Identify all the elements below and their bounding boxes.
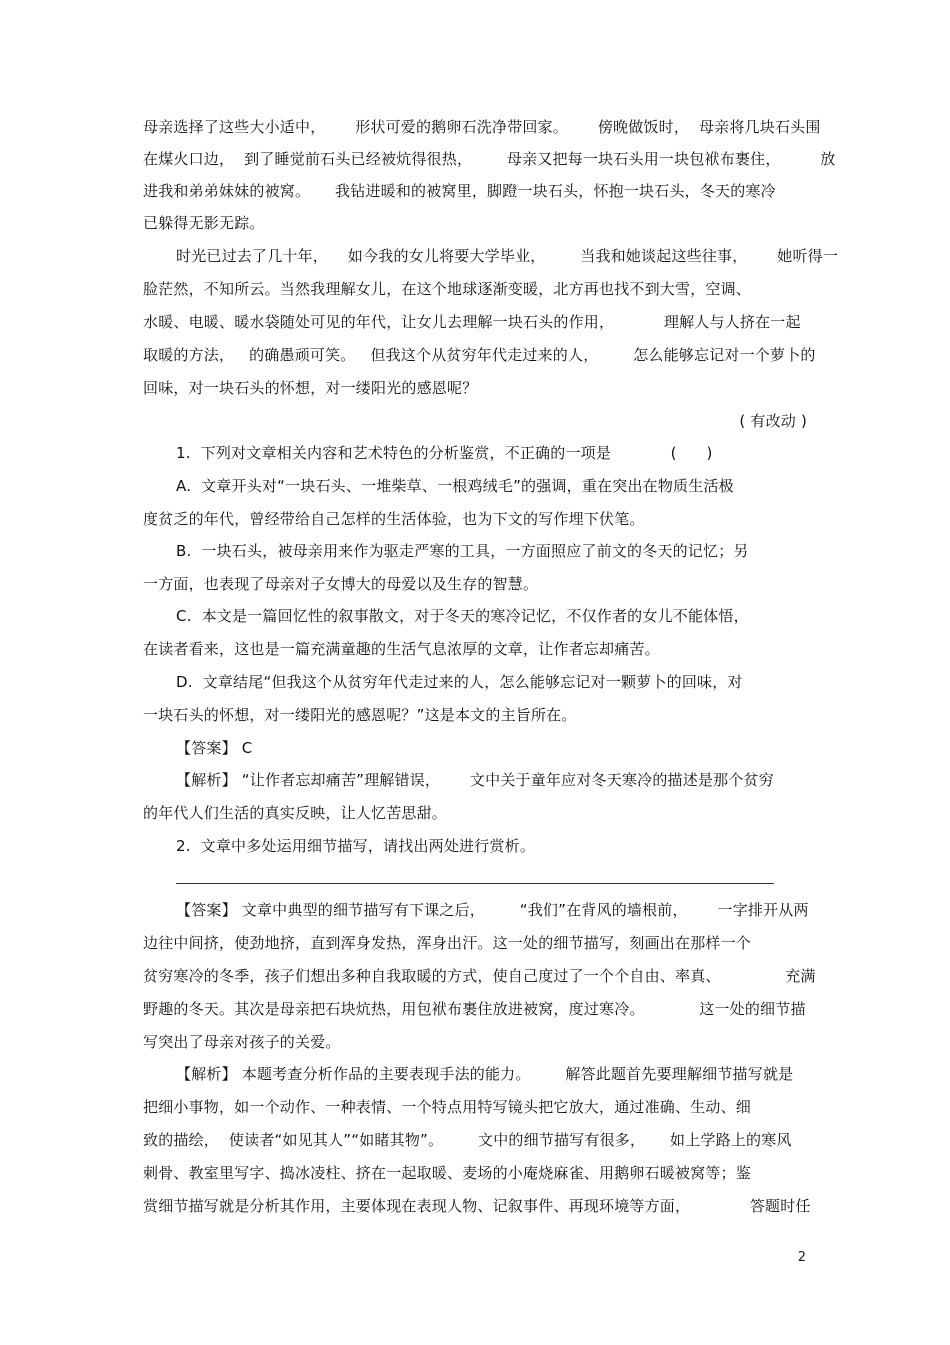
paragraph-line: 已躲得无影无踪。	[143, 214, 265, 232]
paragraph-line: 在煤火口边， 到了睡觉前石头已经被炕得很热， 母亲又把每一块石头用一块包袱布裹住， 放	[143, 150, 836, 168]
option-d: D. 文章结尾“但我这个从贫穷年代走过来的人，怎么能够忘记对一颗萝卜的回味，对	[176, 673, 743, 691]
paragraph-line: 水暖、电暖、暖水袋随处可见的年代，让女儿去理解一块石头的作用， 理解人与人挤在一起	[143, 313, 801, 331]
analysis-2: 【解析】 本题考查分析作品的主要表现手法的能力。 解答此题首先要理解细节描写就是	[176, 1065, 794, 1083]
answer-2-line: 写突出了母亲对孩子的关爱。	[143, 1033, 341, 1051]
paragraph-line: 脸茫然，不知所云。当然我理解女儿，在这个地球逐渐变暖，北方再也找不到大雪，空调、	[143, 280, 752, 298]
paragraph-line: 母亲选择了这些大小适中， 形状可爱的鹅卵石洗净带回家。 傍晚做饭时， 母亲将几块石头围	[143, 118, 821, 136]
analysis-2-line: 赏细节描写就是分析其作用，主要体现在表现人物、记叙事件、再现环境等方面， 答题时任	[143, 1197, 811, 1215]
answer-1: 【答案】 C	[176, 739, 253, 757]
paragraph-line: 回味，对一块石头的怀想，对一缕阳光的感恩呢？	[143, 379, 478, 397]
option-a-cont: 度贫乏的年代，曾经带给自己怎样的生活体验，也为下文的写作埋下伏笔。	[143, 510, 645, 528]
paragraph-line: 进我和弟弟妹妹的被窝。 我钻进暖和的被窝里，脚蹬一块石头，怀抱一块石头，冬天的寒冷	[143, 182, 776, 200]
paragraph-line: 取暖的方法， 的确愚顽可笑。 但我这个从贫穷年代走过来的人， 怎么能够忘记对一个萝卜的	[143, 346, 816, 364]
option-c: C. 本文是一篇回忆性的叙事散文，对于冬天的寒冷记忆，不仅作者的女儿不能体悟，	[176, 607, 749, 625]
analysis-1: 【解析】 “让作者忘却痛苦”理解错误， 文中关于童年应对冬天寒冷的描述是那个贫穷	[176, 771, 774, 789]
answer-2-line: 贫穷寒冷的冬季，孩子们想出多种自我取暖的方式，使自己度过了一个个自由、率真、 充满	[143, 967, 816, 985]
option-a: A. 文章开头对“一块石头、一堆柴草、一根鸡绒毛”的强调，重在突出在物质生活极	[176, 477, 734, 495]
page-number: 2	[797, 1250, 806, 1265]
answer-blank-line	[176, 883, 774, 884]
option-c-cont: 在读者看来，这也是一篇充满童趣的生活气息浓厚的文章，让作者忘却痛苦。	[143, 640, 660, 658]
option-d-cont: 一块石头的怀想，对一缕阳光的感恩呢？”这是本文的主旨所在。	[143, 706, 577, 724]
analysis-1-cont: 的年代人们生活的真实反映，让人忆苦思甜。	[143, 804, 448, 822]
question-1: 1. 下列对文章相关内容和艺术特色的分析鉴赏，不正确的一项是 ( )	[176, 444, 713, 462]
answer-2: 【答案】 文章中典型的细节描写有下课之后， “我们”在背风的墙根前， 一字排开从两	[176, 901, 809, 919]
question-2: 2. 文章中多处运用细节描写，请找出两处进行赏析。	[176, 837, 536, 855]
analysis-2-line: 刺骨、教室里写字、捣冰凌柱、挤在一起取暖、麦场的小庵烧麻雀、用鹅卵石暖被窝等；鉴	[143, 1164, 752, 1182]
analysis-2-line: 致的描绘， 使读者“如见其人”“如睹其物”。 文中的细节描写有很多， 如上学路上的寒风	[143, 1131, 792, 1149]
source-note: ( 有改动 )	[739, 412, 807, 430]
answer-2-line: 野趣的冬天。其次是母亲把石块炕热，用包袱布裹住放进被窝，度过寒冷。 这一处的细节描	[143, 1000, 806, 1018]
analysis-2-line: 把细小事物，如一个动作、一种表情、一个特点用特写镜头把它放大，通过准确、生动、细	[143, 1098, 752, 1116]
paragraph-line: 时光已过去了几十年， 如今我的女儿将要大学毕业， 当我和她谈起这些往事， 她听得一	[176, 247, 839, 265]
option-b: B. 一块石头，被母亲用来作为驱走严寒的工具，一方面照应了前文的冬天的记忆；另	[176, 542, 749, 560]
answer-2-line: 边往中间挤，使劲地挤，直到浑身发热，浑身出汗。这一处的细节描写，刻画出在那样一个	[143, 934, 752, 952]
option-b-cont: 一方面，也表现了母亲对子女博大的母爱以及生存的智慧。	[143, 575, 539, 593]
